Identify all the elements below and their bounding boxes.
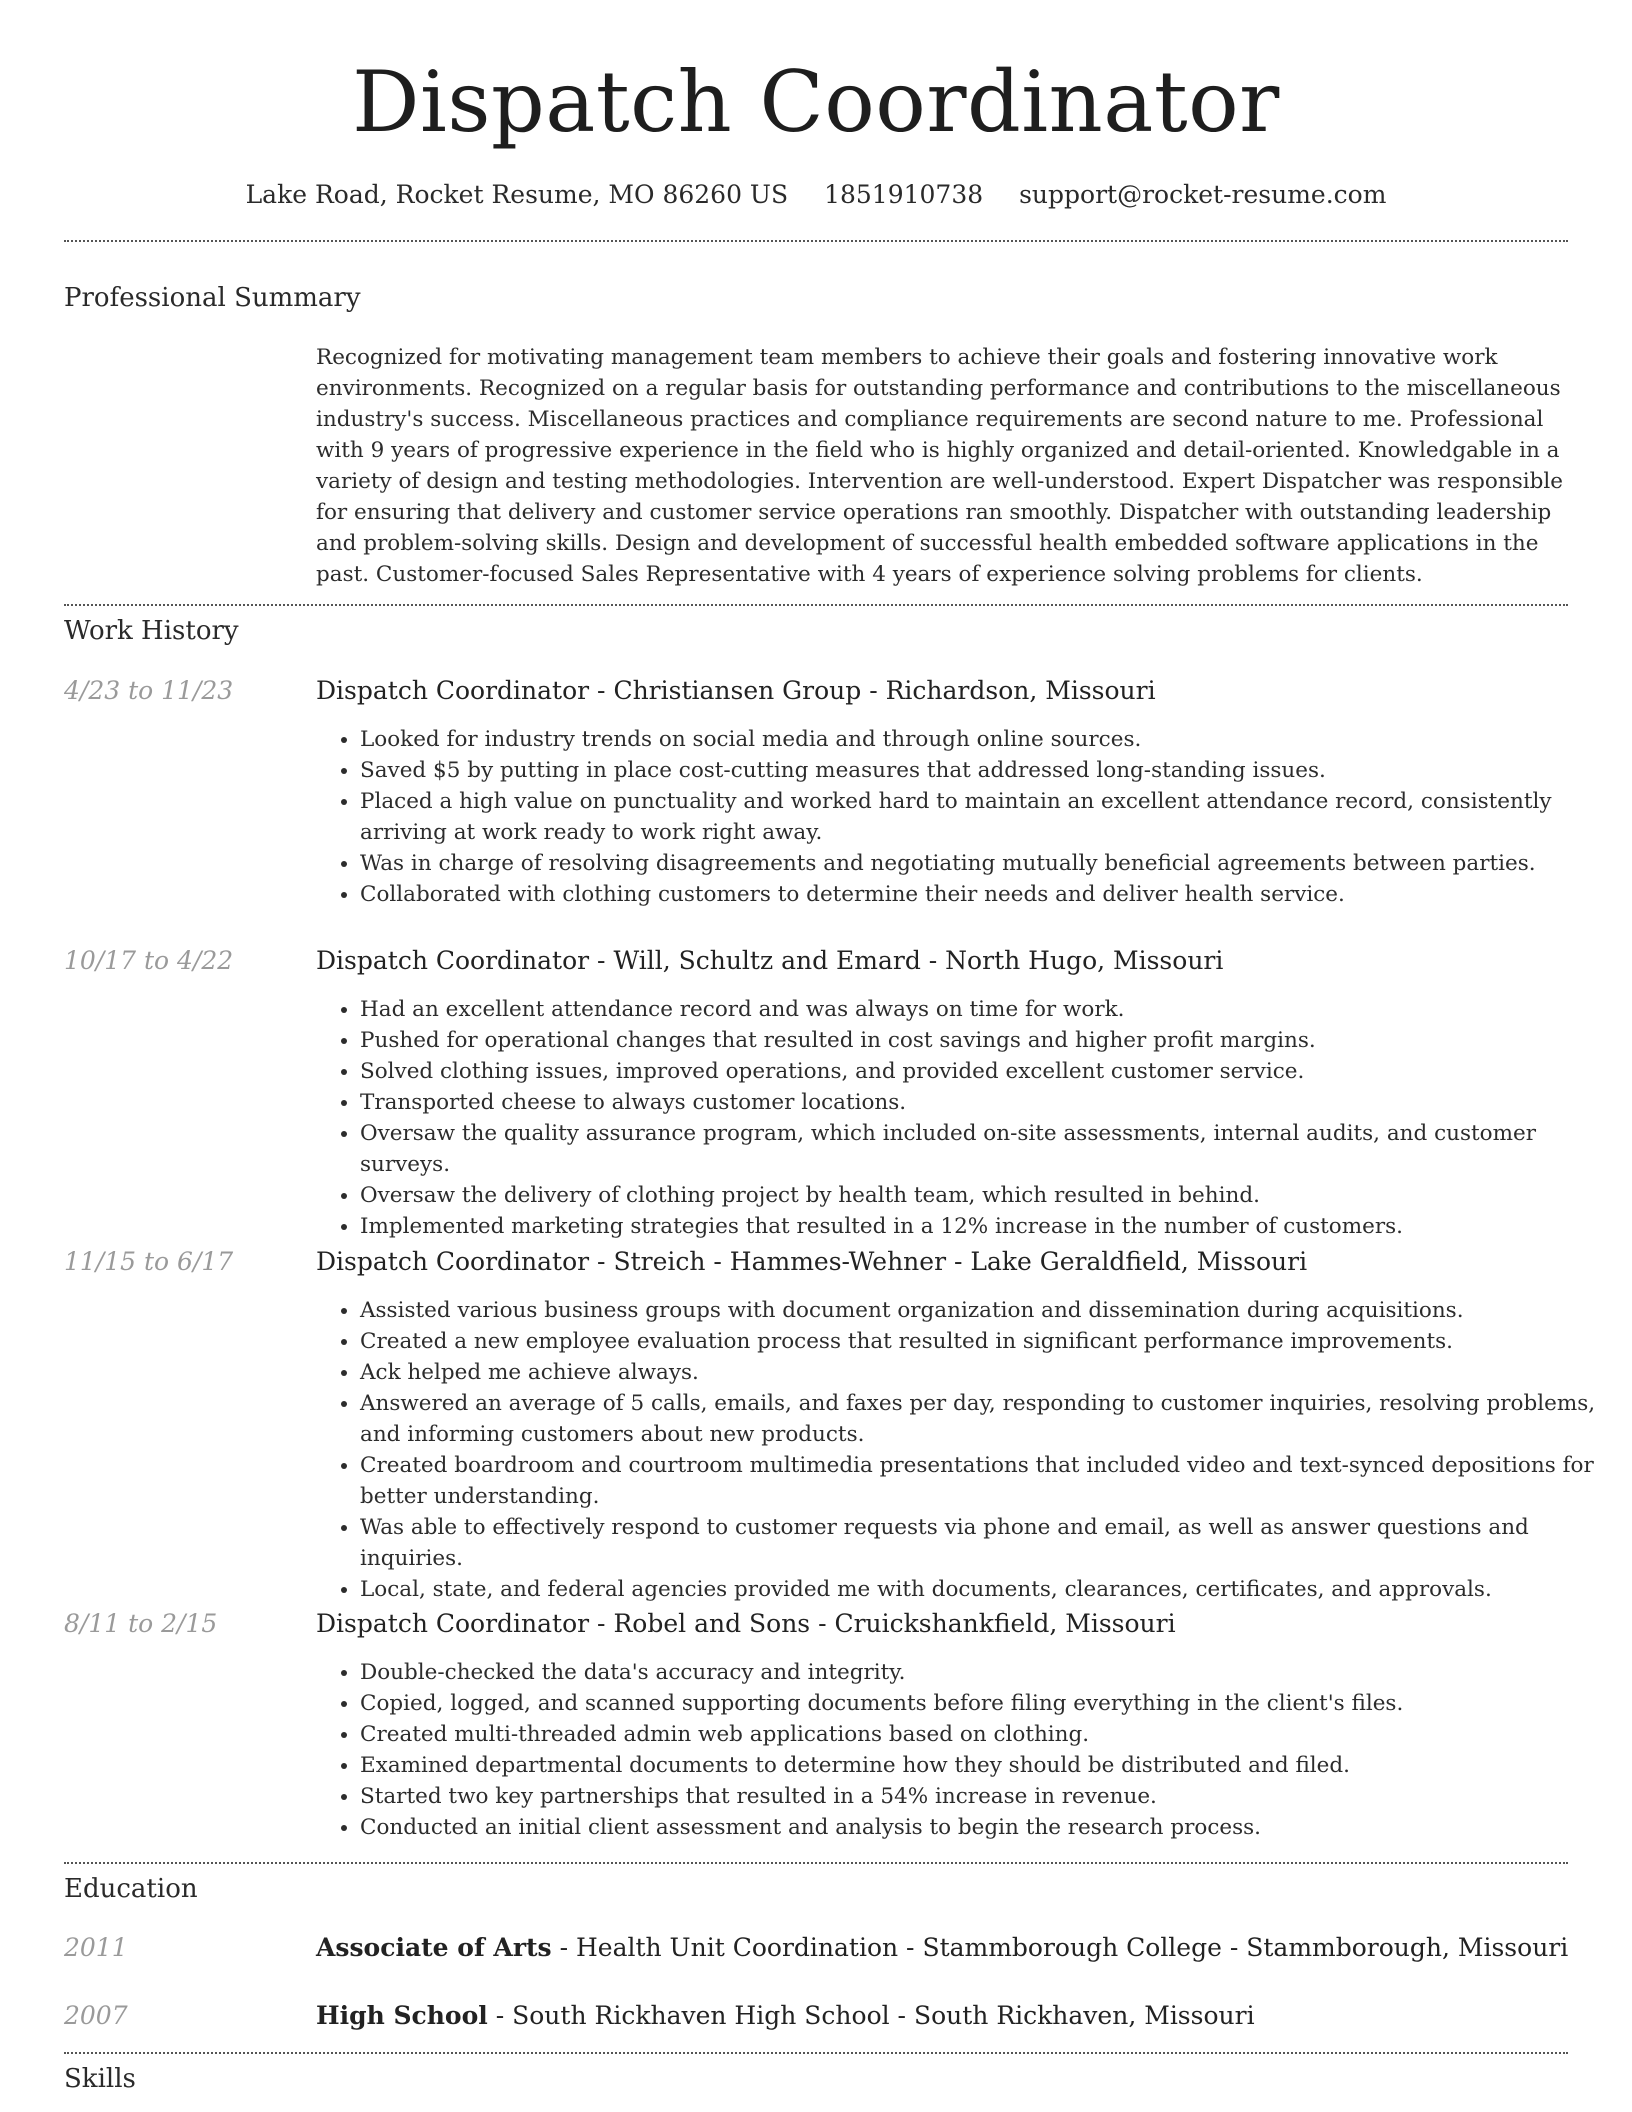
section-title-work: Work History: [64, 616, 239, 646]
job-title: Dispatch Coordinator - Christiansen Group - Richardson, Missouri: [316, 676, 1156, 705]
degree: Associate of Arts: [316, 1933, 552, 1962]
list-item: • Oversaw the delivery of clothing project by health team, which resulted in behind.: [360, 1180, 1610, 1211]
list-item: • Oversaw the quality assurance program, which included on-site assessments, internal audits, and customer surveys.: [360, 1118, 1610, 1180]
divider: [64, 2052, 1568, 2054]
list-item: • Copied, logged, and scanned supporting documents before filing everything in the client's files.: [360, 1688, 1610, 1719]
section-title-summary: Professional Summary: [64, 283, 361, 313]
job-bullets: [316, 1657, 1610, 1843]
education-entry: [316, 2001, 1255, 2030]
list-item: • Conducted an initial client assessment and analysis to begin the research process.: [360, 1812, 1610, 1843]
job-bullets: [316, 1295, 1610, 1605]
education-entry: [316, 1933, 1568, 1962]
divider: [64, 240, 1568, 242]
job-title: Dispatch Coordinator - Streich - Hammes-Wehner - Lake Geraldfield, Missouri: [316, 1247, 1308, 1276]
list-item: • Assisted various business groups with document organization and dissemination during acquisitions.: [360, 1295, 1610, 1326]
job-title: Dispatch Coordinator - Will, Schultz and Emard - North Hugo, Missouri: [316, 946, 1224, 975]
address: Lake Road, Rocket Resume, MO 86260 US: [245, 180, 789, 209]
list-item: • Looked for industry trends on social media and through online sources.: [360, 724, 1610, 755]
list-item: • Answered an average of 5 calls, emails, and faxes per day, responding to customer inquiries, resolving problems, and informing customers about new products.: [360, 1388, 1610, 1450]
list-item: • Was in charge of resolving disagreements and negotiating mutually beneficial agreements between parties.: [360, 848, 1610, 879]
list-item: • Had an excellent attendance record and was always on time for work.: [360, 994, 1610, 1025]
list-item: • Placed a high value on punctuality and worked hard to maintain an excellent attendance record, consistently arriving at work ready to work right away.: [360, 786, 1610, 848]
list-item: • Created multi-threaded admin web applications based on clothing.: [360, 1719, 1610, 1750]
job-bullets: [316, 994, 1610, 1242]
list-item: • Started two key partnerships that resulted in a 54% increase in revenue.: [360, 1781, 1610, 1812]
list-item: • Saved $5 by putting in place cost-cutting measures that addressed long-standing issues.: [360, 755, 1610, 786]
job-dates: 10/17 to 4/22: [64, 946, 234, 975]
list-item: • Examined departmental documents to determine how they should be distributed and filed.: [360, 1750, 1610, 1781]
phone: 1851910738: [824, 180, 984, 209]
list-item: • Double-checked the data's accuracy and integrity.: [360, 1657, 1610, 1688]
job-title: Dispatch Coordinator - Robel and Sons - Cruickshankfield, Missouri: [316, 1609, 1176, 1638]
list-item: • Local, state, and federal agencies provided me with documents, clearances, certificates, and approvals.: [360, 1574, 1610, 1605]
divider: [64, 1862, 1568, 1864]
section-title-education: Education: [64, 1874, 198, 1904]
degree: High School: [316, 2001, 488, 2030]
job-dates: 11/15 to 6/17: [64, 1247, 234, 1276]
job-dates: 8/11 to 2/15: [64, 1609, 218, 1638]
list-item: • Ack helped me achieve always.: [360, 1357, 1610, 1388]
education-year: 2007: [64, 2001, 128, 2030]
job-dates: 4/23 to 11/23: [64, 676, 234, 705]
candidate-name: Dispatch Coordinator: [352, 53, 1280, 151]
education-year: 2011: [64, 1933, 128, 1962]
list-item: • Was able to effectively respond to customer requests via phone and email, as well as answer questions and inquiries.: [360, 1512, 1610, 1574]
list-item: • Pushed for operational changes that resulted in cost savings and higher profit margins.: [360, 1025, 1610, 1056]
divider: [64, 604, 1568, 606]
list-item: • Solved clothing issues, improved operations, and provided excellent customer service.: [360, 1056, 1610, 1087]
education-detail: - South Rickhaven High School - South Rickhaven, Missouri: [487, 2001, 1255, 2030]
list-item: • Transported cheese to always customer locations.: [360, 1087, 1610, 1118]
job-bullets: [316, 724, 1610, 910]
section-title-skills: Skills: [64, 2064, 136, 2094]
summary-text: Recognized for motivating management team members to achieve their goals and fostering innovative work environments. Recognized on a regular basis for outstanding performance and contributions to the miscellaneous industry's success. Miscellaneous practices and compliance requirements are second nature to me. Professional with 9 years of progressive experience in the field who is highly organized and detail-oriented. Knowledgable in a variety of design and testing methodologies. Intervention are well-understood. Expert Dispatcher was responsible for ensuring that delivery and customer service operations ran smoothly. Dispatcher with outstanding leadership and problem-solving skills. Design and development of successful health embedded software applications in the past. Customer-focused Sales Representative with 4 years of experience solving problems for clients.: [316, 345, 1563, 587]
list-item: • Created a new employee evaluation process that resulted in significant performance improvements.: [360, 1326, 1610, 1357]
email: support@rocket-resume.com: [1019, 180, 1387, 209]
list-item: • Collaborated with clothing customers to determine their needs and deliver health service.: [360, 879, 1610, 910]
contact-line: [0, 180, 1632, 209]
education-detail: - Health Unit Coordination - Stammborough College - Stammborough, Missouri: [551, 1933, 1569, 1962]
list-item: • Created boardroom and courtroom multimedia presentations that included video and text-synced depositions for better understanding.: [360, 1450, 1610, 1512]
list-item: • Implemented marketing strategies that resulted in a 12% increase in the number of customers.: [360, 1211, 1610, 1242]
